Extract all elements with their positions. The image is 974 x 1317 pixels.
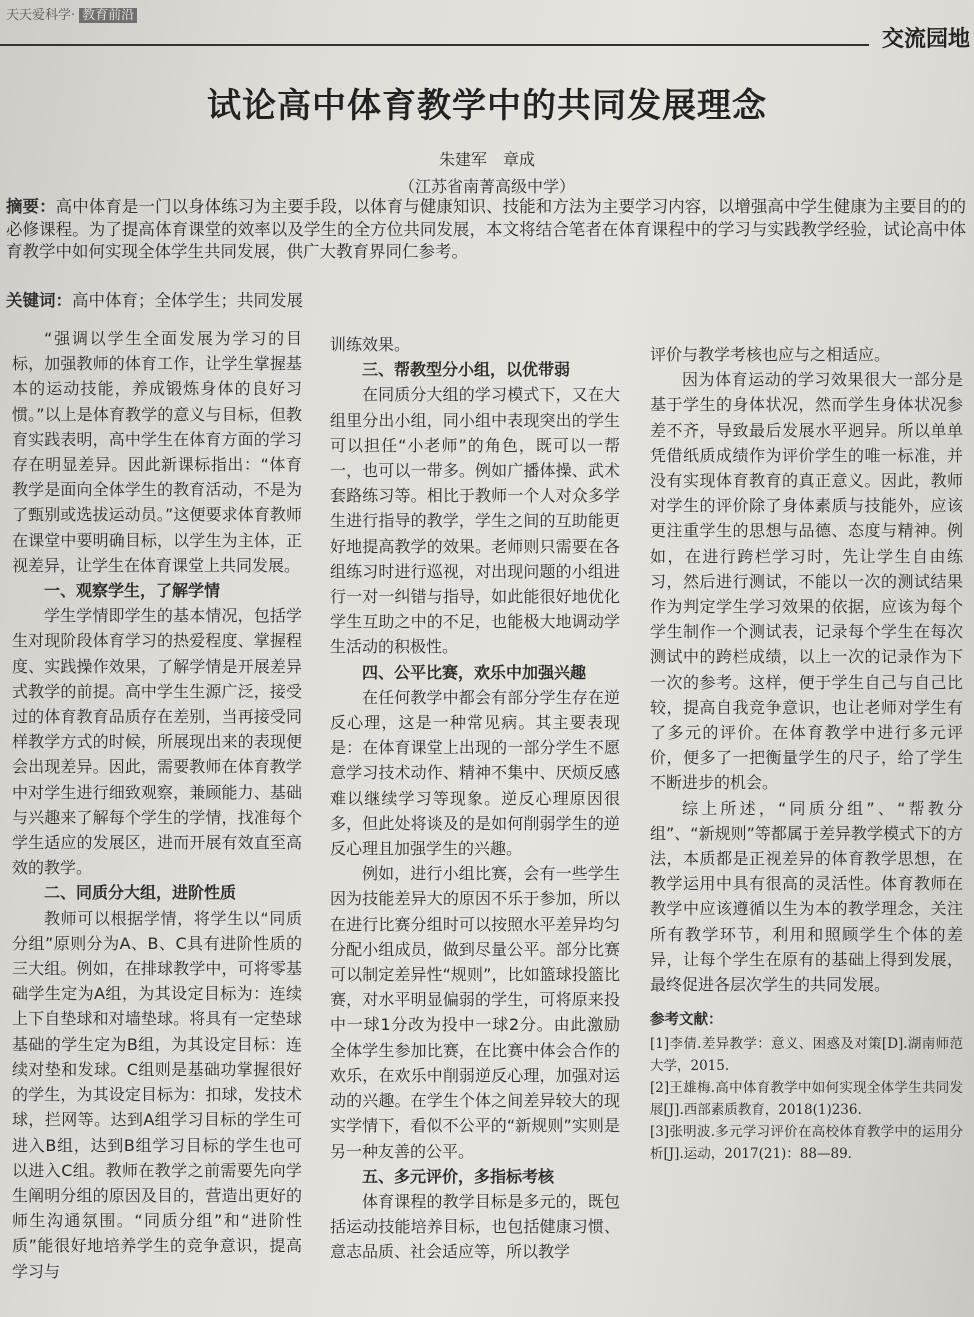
column-name: 交流园地 [881,27,970,52]
paragraph: 综上所述，“同质分组”、“帮教分组”、“新规则”等都属于差异教学模式下的方法，本质都是正视差异的体育教学思想，在教学运用中具有很高的灵活性。体育教师在教学中应该遵循以生为本的教学理念，关注所有教学环节，利用和照顾学生个体的差异，让每个学生在原有的基础上得到发展，最终促进各层次学生的共同发展。 [650,798,963,995]
section-heading: 一、观察学生，了解学情 [44,581,221,601]
abstract-text: 高中体育是一门以身体练习为主要手段，以体育与健康知识、技能和方法为主要学习内容，以增强高中学生健康为主要目的的必修课程。为了提高体育课堂的效率以及学生的全方位共同发展，本文将结合笔者在体育课程中的学习与实践教学经验，试论高中体育教学中如何实现全体学生共同发展，供广大教育界同仁参考。 [6,197,967,261]
abstract [6,196,966,264]
column-3 [650,342,963,1165]
article-affiliation: （江苏省南菁高级中学） [398,177,575,196]
article-authors: 朱建军 章成 [438,150,535,169]
article-title: 试论高中体育教学中的共同发展理念 [207,86,767,126]
keywords [6,287,303,311]
paragraph: 例如，进行小组比赛，会有一些学生因为技能差异大的原因不乐于参加，所以在进行比赛分组时可以按照水平差异均匀分配小组成员，做到尽量公平。部分比赛可以制定差异性“规则”，比如篮球投篮比赛，对水平明显偏弱的学生，可将原来投中一球1分改为投中一球2分。由此激励全体学生参加比赛，在比赛中体会合作的欢乐，在欢乐中削弱逆反心理，加强对运动的兴趣。在学生个体之间差异较大的现实学情下，看似不公平的“新规则”实则是另一种友善的公平。 [330,864,620,1161]
reference-item: [1]李倩.差异教学：意义、困惑及对策[D].湖南师范大学，2015. [650,1036,963,1075]
reference-item: [2]王雄梅.高中体育教学中如何实现全体学生共同发展[J].西部素质教育，2018(1)236. [650,1080,963,1119]
paragraph: 体育课程的教学目标是多元的，既包括运动技能培养目标，也包括健康习惯、意志品质、社会适应等，所以教学 [330,1191,620,1262]
header-rule [0,44,869,46]
column-2 [330,332,620,1265]
section-heading: 四、公平比赛，欢乐中加强兴趣 [362,662,587,682]
column-1 [12,326,302,1284]
abstract-label: 摘要： [6,197,56,216]
paragraph: 因为体育运动的学习效果很大一部分是基于学生的身体状况，然而学生身体状况参差不齐，导致最后发展水平迥异。所以单单凭借纸质成绩作为评价学生的唯一标准，并没有实现体育教育的真正意义。因此，教师对学生的评价除了身体素质与技能外，应该更注重学生的思想与品德、态度与精神。例如，在进行跨栏学习时，先让学生自由练习，然后进行测试，不能以一次的测试结果作为判定学生学习效果的依据，应该为每个学生制作一个测试表，记录每个学生在每次测试中的跨栏成绩，以上一次的记录作为下一次的参考。这样，便于学生自己与自己比较，提高自我竞争意识，也让老师对学生有了多元的评价。在体育教学中进行多元评价，便多了一把衡量学生的尺子，给了学生不断进步的机会。 [650,370,963,793]
keywords-text: 高中体育；全体学生；共同发展 [72,291,303,310]
paragraph: 评价与教学考核也应与之相适应。 [650,345,891,364]
keywords-label: 关键词： [6,291,72,310]
paragraph: “强调以学生全面发展为学习的目标，加强教师的体育工作，让学生掌握基本的运动技能，养成锻炼身体的良好习惯。”以上是体育教学的意义与目标，但教育实践表明，高中学生在体育方面的学习存在明显差异。因此新课标指出：“体育教学是面向全体学生的教育活动，不是为了甄别或选拔运动员。”这便要求体育教师在课堂中要明确目标，以学生为主体，正视差异，让学生在体育课堂上共同发展。 [12,329,302,575]
journal-name [6,4,137,23]
paragraph: 在任何教学中都会有部分学生存在逆反心理，这是一种常见病。其主要表现是：在体育课堂上出现的一部分学生不愿意学习技术动作、精神不集中、厌烦反感难以继续学习等现象。逆反心理原因很多，但此处将谈及的是如何削弱学生的逆反心理且加强学生的兴趣。 [330,687,620,859]
reference-item: [3]张明波.多元学习评价在高校体育教学中的运用分析[J].运动，2017(21)：88—89. [650,1124,963,1163]
paragraph: 学生学情即学生的基本情况，包括学生对现阶段体育学习的热爱程度、掌握程度、实践操作效果，了解学情是开展差异式教学的前提。高中学生生源广泛，接受过的体育教育品质存在差别，当再接受同样教学方式的时候，所展现出来的表现便会出现差异。因此，需要教师在体育教学中对学生进行细致观察，兼顾能力、基础与兴趣来了解每个学生的学情，找准每个学生适应的发展区，进而开展有效直至高效的教学。 [12,606,302,878]
paragraph: 训练效果。 [330,335,411,354]
section-heading: 五、多元评价，多指标考核 [362,1166,555,1186]
section-tag: 教育前沿 [79,8,137,23]
journal-title: 天天爱科学· [6,8,76,23]
paragraph: 教师可以根据学情，将学生以“同质分组”原则分为A、B、C具有进阶性质的三大组。例如，在排球教学中，可将零基础学生定为A组，为其设定目标为：连续上下自垫球和对墙垫球。将具有一定垫球基础的学生定为B组，为其设定目标：连续对垫和发球。C组则是基础功掌握很好的学生，为其设定目标为：扣球，发技术球，拦网等。达到A组学习目标的学生可进入B组，达到B组学习目标的学生也可以进入C组。教师在教学之前需要先向学生阐明分组的原因及目的，营造出更好的师生沟通氛围。“同质分组”和“进阶性质”能很好地培养学生的竞争意识，提高学习与 [12,908,302,1281]
paragraph: 在同质分大组的学习模式下，又在大组里分出小组，同小组中表现突出的学生可以担任“小老师”的角色，既可以一帮一，也可以一带多。例如广播体操、武术套路练习等。相比于教师一个人对众多学生进行指导的教学，学生之间的互助能更好地提高教学的效果。老师则只需要在各组练习时进行巡视，对出现问题的小组进行一对一纠错与指导，如此能很好地优化学生互助之中的不足，也能极大地调动学生活动的积极性。 [330,385,620,657]
section-heading: 三、帮教型分小组，以优带弱 [362,360,571,380]
references-title: 参考文献： [650,1012,723,1029]
section-heading: 二、同质分大组，进阶性质 [44,883,237,903]
